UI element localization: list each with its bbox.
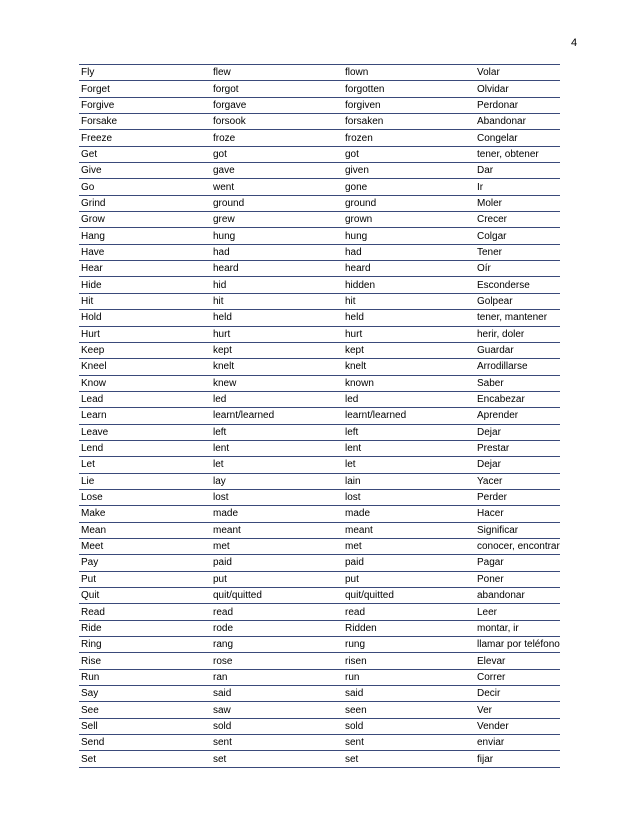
base-form-cell: Hide: [79, 277, 211, 293]
spanish-translation-cell: montar, ir: [475, 620, 560, 636]
past-participle-cell: left: [343, 424, 475, 440]
base-form-cell: Forgive: [79, 97, 211, 113]
spanish-translation-cell: enviar: [475, 735, 560, 751]
past-participle-cell: forgiven: [343, 97, 475, 113]
spanish-translation-cell: Perder: [475, 489, 560, 505]
spanish-translation-cell: Elevar: [475, 653, 560, 669]
table-row: [79, 637, 560, 653]
base-form-cell: Mean: [79, 522, 211, 538]
base-form-cell: Lose: [79, 489, 211, 505]
past-simple-cell: had: [211, 244, 343, 260]
past-simple-cell: hid: [211, 277, 343, 293]
past-participle-cell: ground: [343, 195, 475, 211]
table-row: [79, 735, 560, 751]
spanish-translation-cell: Olvidar: [475, 81, 560, 97]
past-simple-cell: knelt: [211, 359, 343, 375]
spanish-translation-cell: Ir: [475, 179, 560, 195]
spanish-translation-cell: Tener: [475, 244, 560, 260]
past-participle-cell: sent: [343, 735, 475, 751]
past-simple-cell: heard: [211, 261, 343, 277]
spanish-translation-cell: abandonar: [475, 588, 560, 604]
spanish-translation-cell: Esconderse: [475, 277, 560, 293]
base-form-cell: Run: [79, 669, 211, 685]
past-participle-cell: said: [343, 686, 475, 702]
spanish-translation-cell: Encabezar: [475, 391, 560, 407]
table-row: [79, 277, 560, 293]
table-row: [79, 522, 560, 538]
table-row: [79, 440, 560, 456]
table-row: [79, 473, 560, 489]
table-row: [79, 342, 560, 358]
table-row: [79, 391, 560, 407]
past-simple-cell: sent: [211, 735, 343, 751]
past-participle-cell: read: [343, 604, 475, 620]
past-participle-cell: lent: [343, 440, 475, 456]
past-simple-cell: learnt/learned: [211, 408, 343, 424]
table-row: [79, 408, 560, 424]
past-participle-cell: kept: [343, 342, 475, 358]
spanish-translation-cell: tener, mantener: [475, 310, 560, 326]
base-form-cell: Learn: [79, 408, 211, 424]
past-participle-cell: given: [343, 163, 475, 179]
table-row: [79, 457, 560, 473]
table-row: [79, 751, 560, 767]
base-form-cell: Ring: [79, 637, 211, 653]
past-participle-cell: hit: [343, 293, 475, 309]
table-row: [79, 244, 560, 260]
table-row: [79, 261, 560, 277]
spanish-translation-cell: Pagar: [475, 555, 560, 571]
past-simple-cell: let: [211, 457, 343, 473]
past-simple-cell: said: [211, 686, 343, 702]
base-form-cell: Hurt: [79, 326, 211, 342]
past-simple-cell: forsook: [211, 114, 343, 130]
table-row: [79, 686, 560, 702]
base-form-cell: Give: [79, 163, 211, 179]
past-simple-cell: ground: [211, 195, 343, 211]
spanish-translation-cell: Yacer: [475, 473, 560, 489]
spanish-translation-cell: tener, obtener: [475, 146, 560, 162]
past-participle-cell: lain: [343, 473, 475, 489]
spanish-translation-cell: Significar: [475, 522, 560, 538]
table-row: [79, 718, 560, 734]
spanish-translation-cell: Ver: [475, 702, 560, 718]
past-participle-cell: held: [343, 310, 475, 326]
past-participle-cell: meant: [343, 522, 475, 538]
base-form-cell: Set: [79, 751, 211, 767]
base-form-cell: Read: [79, 604, 211, 620]
past-simple-cell: put: [211, 571, 343, 587]
past-simple-cell: gave: [211, 163, 343, 179]
table-row: [79, 538, 560, 554]
base-form-cell: Send: [79, 735, 211, 751]
table-row: [79, 702, 560, 718]
past-participle-cell: risen: [343, 653, 475, 669]
base-form-cell: Put: [79, 571, 211, 587]
spanish-translation-cell: Saber: [475, 375, 560, 391]
past-participle-cell: met: [343, 538, 475, 554]
spanish-translation-cell: fijar: [475, 751, 560, 767]
past-simple-cell: held: [211, 310, 343, 326]
spanish-translation-cell: Volar: [475, 65, 560, 81]
past-simple-cell: grew: [211, 212, 343, 228]
past-simple-cell: sold: [211, 718, 343, 734]
spanish-translation-cell: conocer, encontrar: [475, 538, 560, 554]
past-participle-cell: hurt: [343, 326, 475, 342]
spanish-translation-cell: Crecer: [475, 212, 560, 228]
past-simple-cell: ran: [211, 669, 343, 685]
past-participle-cell: known: [343, 375, 475, 391]
table-row: [79, 310, 560, 326]
past-simple-cell: made: [211, 506, 343, 522]
past-simple-cell: read: [211, 604, 343, 620]
spanish-translation-cell: Golpear: [475, 293, 560, 309]
past-participle-cell: forsaken: [343, 114, 475, 130]
past-participle-cell: made: [343, 506, 475, 522]
past-simple-cell: got: [211, 146, 343, 162]
base-form-cell: Forget: [79, 81, 211, 97]
past-simple-cell: paid: [211, 555, 343, 571]
past-simple-cell: quit/quitted: [211, 588, 343, 604]
base-form-cell: Hit: [79, 293, 211, 309]
past-participle-cell: rung: [343, 637, 475, 653]
spanish-translation-cell: Correr: [475, 669, 560, 685]
past-participle-cell: hung: [343, 228, 475, 244]
table-row: [79, 489, 560, 505]
spanish-translation-cell: Moler: [475, 195, 560, 211]
page-number: 4: [571, 37, 578, 49]
past-participle-cell: flown: [343, 65, 475, 81]
base-form-cell: Pay: [79, 555, 211, 571]
base-form-cell: Fly: [79, 65, 211, 81]
spanish-translation-cell: Dejar: [475, 424, 560, 440]
base-form-cell: Freeze: [79, 130, 211, 146]
base-form-cell: Hold: [79, 310, 211, 326]
past-simple-cell: hurt: [211, 326, 343, 342]
table-row: [79, 375, 560, 391]
base-form-cell: Ride: [79, 620, 211, 636]
past-simple-cell: flew: [211, 65, 343, 81]
past-participle-cell: put: [343, 571, 475, 587]
past-simple-cell: forgot: [211, 81, 343, 97]
base-form-cell: Go: [79, 179, 211, 195]
spanish-translation-cell: Perdonar: [475, 97, 560, 113]
base-form-cell: Have: [79, 244, 211, 260]
table-row: [79, 81, 560, 97]
table-row: [79, 588, 560, 604]
base-form-cell: Sell: [79, 718, 211, 734]
spanish-translation-cell: llamar por teléfono: [475, 637, 560, 653]
past-simple-cell: met: [211, 538, 343, 554]
base-form-cell: Hear: [79, 261, 211, 277]
past-simple-cell: left: [211, 424, 343, 440]
spanish-translation-cell: Leer: [475, 604, 560, 620]
past-participle-cell: forgotten: [343, 81, 475, 97]
past-simple-cell: rang: [211, 637, 343, 653]
past-participle-cell: knelt: [343, 359, 475, 375]
table-row: [79, 114, 560, 130]
base-form-cell: Say: [79, 686, 211, 702]
spanish-translation-cell: Dejar: [475, 457, 560, 473]
table-row: [79, 424, 560, 440]
base-form-cell: Grow: [79, 212, 211, 228]
spanish-translation-cell: Guardar: [475, 342, 560, 358]
past-participle-cell: had: [343, 244, 475, 260]
base-form-cell: Know: [79, 375, 211, 391]
table-row: [79, 293, 560, 309]
spanish-translation-cell: Abandonar: [475, 114, 560, 130]
spanish-translation-cell: Prestar: [475, 440, 560, 456]
table-row: [79, 326, 560, 342]
table-row: [79, 555, 560, 571]
base-form-cell: Get: [79, 146, 211, 162]
table-row: [79, 228, 560, 244]
base-form-cell: Grind: [79, 195, 211, 211]
past-participle-cell: Ridden: [343, 620, 475, 636]
base-form-cell: Forsake: [79, 114, 211, 130]
base-form-cell: See: [79, 702, 211, 718]
past-simple-cell: forgave: [211, 97, 343, 113]
base-form-cell: Lead: [79, 391, 211, 407]
base-form-cell: Rise: [79, 653, 211, 669]
past-participle-cell: led: [343, 391, 475, 407]
base-form-cell: Leave: [79, 424, 211, 440]
spanish-translation-cell: Hacer: [475, 506, 560, 522]
spanish-translation-cell: herir, doler: [475, 326, 560, 342]
table-row: [79, 163, 560, 179]
past-participle-cell: let: [343, 457, 475, 473]
table-row: [79, 97, 560, 113]
base-form-cell: Lie: [79, 473, 211, 489]
spanish-translation-cell: Congelar: [475, 130, 560, 146]
table-row: [79, 359, 560, 375]
base-form-cell: Quit: [79, 588, 211, 604]
past-participle-cell: learnt/learned: [343, 408, 475, 424]
past-participle-cell: paid: [343, 555, 475, 571]
past-participle-cell: gone: [343, 179, 475, 195]
past-simple-cell: lent: [211, 440, 343, 456]
past-participle-cell: quit/quitted: [343, 588, 475, 604]
past-simple-cell: lay: [211, 473, 343, 489]
table-row: [79, 65, 560, 81]
past-participle-cell: lost: [343, 489, 475, 505]
base-form-cell: Meet: [79, 538, 211, 554]
table-row: [79, 620, 560, 636]
table-row: [79, 179, 560, 195]
table-row: [79, 571, 560, 587]
past-participle-cell: seen: [343, 702, 475, 718]
past-simple-cell: rose: [211, 653, 343, 669]
base-form-cell: Make: [79, 506, 211, 522]
past-simple-cell: lost: [211, 489, 343, 505]
past-simple-cell: hit: [211, 293, 343, 309]
spanish-translation-cell: Decir: [475, 686, 560, 702]
table-row: [79, 146, 560, 162]
table-row: [79, 604, 560, 620]
spanish-translation-cell: Colgar: [475, 228, 560, 244]
base-form-cell: Let: [79, 457, 211, 473]
table-row: [79, 669, 560, 685]
past-participle-cell: got: [343, 146, 475, 162]
past-simple-cell: kept: [211, 342, 343, 358]
past-simple-cell: knew: [211, 375, 343, 391]
past-participle-cell: run: [343, 669, 475, 685]
spanish-translation-cell: Vender: [475, 718, 560, 734]
table-row: [79, 212, 560, 228]
past-simple-cell: set: [211, 751, 343, 767]
spanish-translation-cell: Arrodillarse: [475, 359, 560, 375]
table-row: [79, 506, 560, 522]
base-form-cell: Hang: [79, 228, 211, 244]
spanish-translation-cell: Dar: [475, 163, 560, 179]
past-participle-cell: hidden: [343, 277, 475, 293]
spanish-translation-cell: Oír: [475, 261, 560, 277]
table-row: [79, 130, 560, 146]
base-form-cell: Kneel: [79, 359, 211, 375]
table-row: [79, 195, 560, 211]
past-simple-cell: rode: [211, 620, 343, 636]
past-participle-cell: sold: [343, 718, 475, 734]
spanish-translation-cell: Aprender: [475, 408, 560, 424]
past-simple-cell: meant: [211, 522, 343, 538]
past-simple-cell: went: [211, 179, 343, 195]
past-simple-cell: froze: [211, 130, 343, 146]
base-form-cell: Lend: [79, 440, 211, 456]
base-form-cell: Keep: [79, 342, 211, 358]
past-simple-cell: led: [211, 391, 343, 407]
past-participle-cell: heard: [343, 261, 475, 277]
verbs-table-body: [79, 65, 560, 768]
past-simple-cell: hung: [211, 228, 343, 244]
irregular-verbs-table: [79, 64, 560, 768]
table-row: [79, 653, 560, 669]
spanish-translation-cell: Poner: [475, 571, 560, 587]
past-participle-cell: grown: [343, 212, 475, 228]
past-participle-cell: frozen: [343, 130, 475, 146]
past-participle-cell: set: [343, 751, 475, 767]
past-simple-cell: saw: [211, 702, 343, 718]
